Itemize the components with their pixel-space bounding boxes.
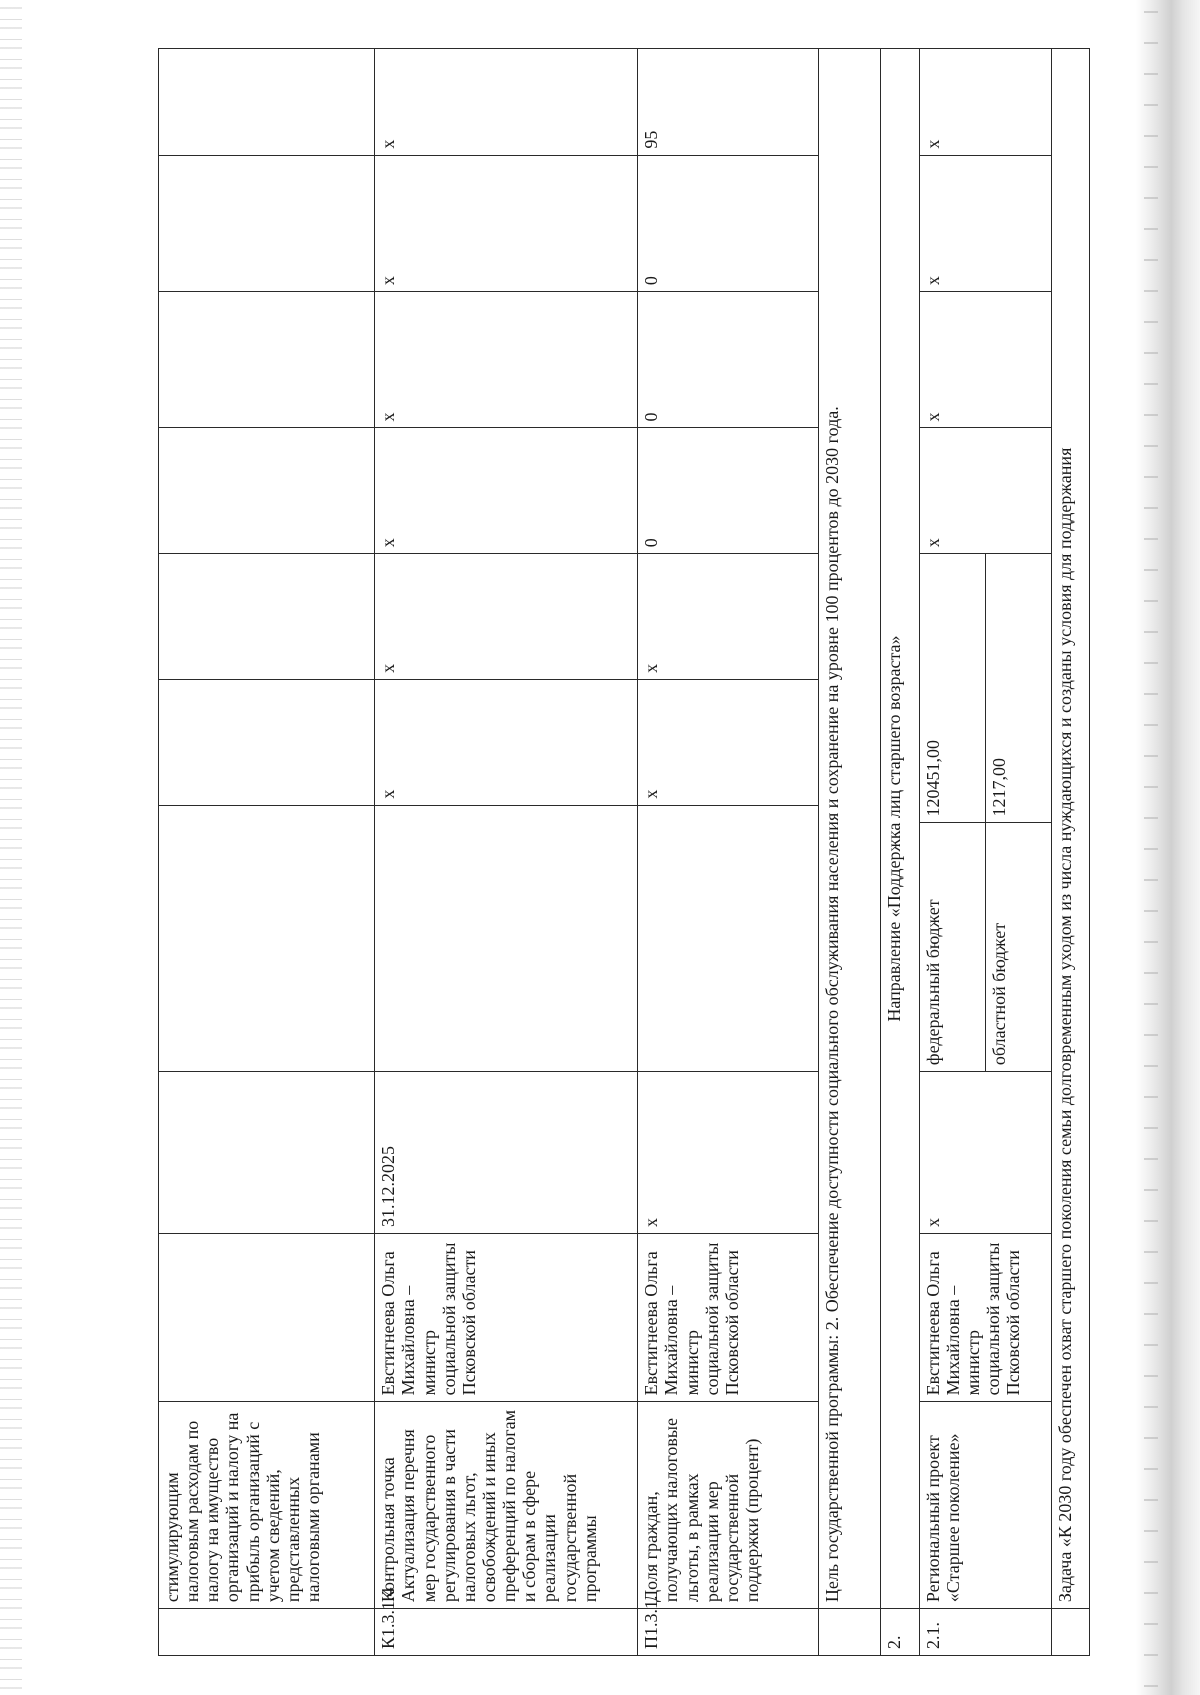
- value-cell: [159, 49, 375, 156]
- funding-source-label: областной бюджет: [985, 823, 1051, 1071]
- source-cell: [375, 805, 638, 1071]
- value-cell: x: [919, 428, 1051, 554]
- value-cell: x: [375, 554, 638, 680]
- project-name: Региональный проект «Старшее поколение»: [919, 1402, 1051, 1609]
- date-cell: [159, 1072, 375, 1234]
- value-cell: x: [919, 49, 1051, 156]
- funding-sources: [919, 554, 1051, 1072]
- code-cell: [159, 1609, 375, 1656]
- goal-text: Цель государственной программы: 2. Обеспечение доступности социального обслуживания населения и сохранение на уровне 100 процентов до 2030 года.: [819, 49, 881, 1609]
- value-cell: x: [375, 679, 638, 805]
- rotated-page: [158, 48, 1090, 1656]
- value-cell: x: [375, 428, 638, 554]
- value-cell: x: [375, 292, 638, 428]
- source-cell: [159, 805, 375, 1071]
- task-text: Задача «К 2030 году обеспечен охват старшего поколения семьи долговременным уходом из числа нуждающихся и созданы условия для поддержания: [1051, 49, 1089, 1609]
- responsible-cell: [159, 1234, 375, 1402]
- project-code: 2.1.: [919, 1609, 1051, 1656]
- value-cell: x: [919, 292, 1051, 428]
- value-cell: [159, 155, 375, 291]
- date-cell: 31.12.2025: [375, 1072, 638, 1234]
- table-row: [159, 49, 375, 1656]
- responsible-cell: Евстигнеева Ольга Михайловна – министр социальной защиты Псковской области: [638, 1234, 819, 1402]
- funding-source-value: 120451,00: [920, 554, 986, 823]
- goal-row: [819, 49, 881, 1656]
- project-row: [919, 49, 1051, 1656]
- name-cell: Контрольная точка Актуализация перечня мер государственного регулирования в части налоговых льгот, освобождений и иных преференций по налогам и сборам в сфере реализации государственной программы: [375, 1402, 638, 1609]
- scan-edge-right: [1136, 0, 1200, 1695]
- table-row: [638, 49, 819, 1656]
- code-cell: [819, 1609, 881, 1656]
- direction-text: Направление «Поддержка лиц старшего возраста»: [881, 49, 919, 1609]
- funding-row: [920, 554, 986, 1071]
- value-cell: 0: [638, 428, 819, 554]
- funding-table: [920, 554, 1051, 1071]
- direction-code: 2.: [881, 1609, 919, 1656]
- funding-source-value: 1217,00: [985, 554, 1051, 823]
- task-row: [1051, 49, 1089, 1656]
- funding-source-label: федеральный бюджет: [920, 823, 986, 1071]
- value-cell: [159, 679, 375, 805]
- value-cell: x: [375, 155, 638, 291]
- source-cell: [638, 805, 819, 1071]
- value-cell: 0: [638, 155, 819, 291]
- value-cell: [159, 554, 375, 680]
- project-responsible: Евстигнеева Ольга Михайловна – министр социальной защиты Псковской области: [919, 1234, 1051, 1402]
- value-cell: [159, 292, 375, 428]
- code-cell: К1.3.1.4: [375, 1609, 638, 1656]
- value-cell: 95: [638, 49, 819, 156]
- code-cell: П1.3.1.: [638, 1609, 819, 1656]
- value-cell: x: [638, 679, 819, 805]
- scan-edge-left: [0, 0, 22, 1695]
- table-row: [375, 49, 638, 1656]
- responsible-cell: Евстигнеева Ольга Михайловна – министр социальной защиты Псковской области: [375, 1234, 638, 1402]
- value-cell: x: [638, 554, 819, 680]
- value-cell: x: [919, 155, 1051, 291]
- value-cell: x: [375, 49, 638, 156]
- value-cell: [159, 428, 375, 554]
- date-cell: x: [638, 1072, 819, 1234]
- program-table: [158, 48, 1090, 1656]
- value-cell: 0: [638, 292, 819, 428]
- code-cell: [1051, 1609, 1089, 1656]
- name-cell: Доля граждан, получающих налоговые льготы, в рамках реализации мер государственной поддержки (процент): [638, 1402, 819, 1609]
- name-cell: стимулирующим налоговым расходам по налогу на имущество организаций и налогу на прибыль организаций с учетом сведений, представленных налоговыми органами: [159, 1402, 375, 1609]
- funding-row: [985, 554, 1051, 1071]
- project-date: x: [919, 1072, 1051, 1234]
- direction-row: [881, 49, 919, 1656]
